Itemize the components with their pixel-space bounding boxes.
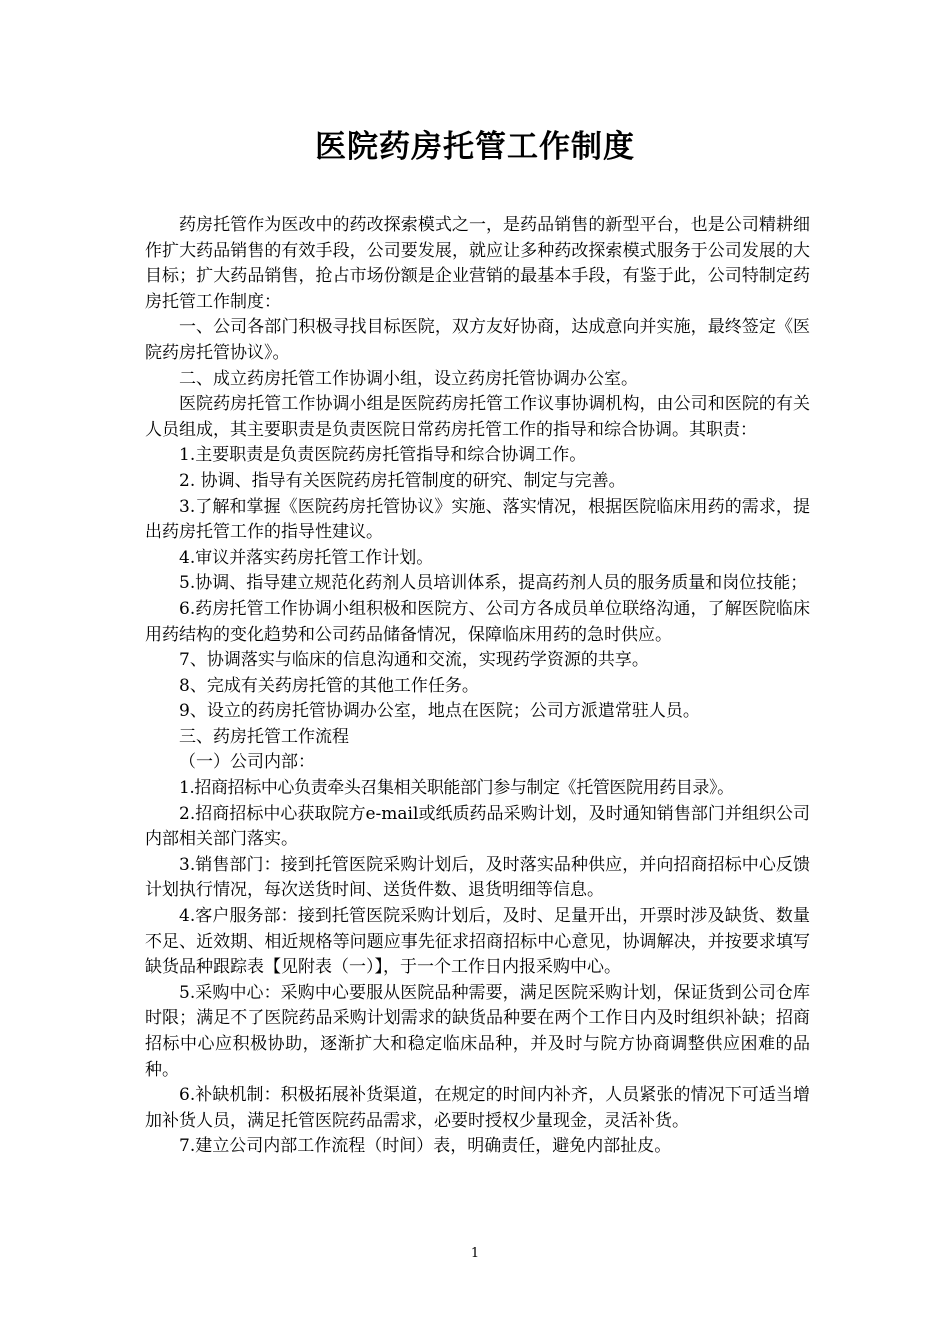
paragraph-duty-2: 2. 协调、指导有关医院药房托管制度的研究、制定与完善。 <box>179 470 626 491</box>
document-body <box>145 213 810 1160</box>
paragraph-duty-9: 9、设立的药房托管协调办公室，地点在医院；公司方派遣常驻人员。 <box>179 701 700 722</box>
paragraph-group-description: 医院药房托管工作协调小组是医院药房托管工作议事协调机构，由公司和医院的有关人员组成，其主要职责是负责医院日常药房托管工作的指导和综合协调。其职责： <box>145 394 810 440</box>
paragraph-duty-6: 6.药房托管工作协调小组积极和医院方、公司方各成员单位联络沟通，了解医院临床用药结构的变化趋势和公司药品储备情况，保障临床用药的急时供应。 <box>145 598 810 645</box>
paragraph-process-7: 7.建立公司内部工作流程（时间）表，明确责任，避免内部扯皮。 <box>179 1136 672 1157</box>
paragraph-section-3: 三、药房托管工作流程 <box>179 726 349 747</box>
paragraph-duty-7: 7、协调落实与临床的信息沟通和交流，实现药学资源的共享。 <box>179 650 649 671</box>
paragraph-process-3: 3.销售部门：接到托管医院采购计划后，及时落实品种供应，并向招商招标中心反馈计划执行情况，每次送货时间、送货件数、退货明细等信息。 <box>145 854 810 901</box>
paragraph-process-5: 5.采购中心：采购中心要服从医院品种需要，满足医院采购计划，保证货到公司仓库时限；满足不了医院药品采购计划需求的缺货品种要在两个工作日内及时组织补缺；招商招标中心应积极协助，逐渐扩大和稳定临床品种，并及时与院方协商调整供应困难的品种。 <box>145 982 810 1080</box>
paragraph-subsection-1: （一）公司内部： <box>179 752 315 773</box>
paragraph-intro: 药房托管作为医改中的药改探索模式之一，是药品销售的新型平台，也是公司精耕细作扩大药品销售的有效手段，公司要发展，就应让多种药改探索模式服务于公司发展的大目标；扩大药品销售，抢占市场份额是企业营销的最基本手段，有鉴于此，公司特制定药房托管工作制度： <box>145 215 810 312</box>
paragraph-duty-4: 4.审议并落实药房托管工作计划。 <box>179 547 434 568</box>
paragraph-duty-3: 3.了解和掌握《医院药房托管协议》实施、落实情况，根据医院临床用药的需求，提出药房托管工作的指导性建议。 <box>145 496 810 543</box>
paragraph-section-2: 二、成立药房托管工作协调小组，设立药房托管协调办公室。 <box>179 368 638 389</box>
paragraph-duty-1: 1.主要职责是负责医院药房托管指导和综合协调工作。 <box>179 445 587 466</box>
document-title: 医院药房托管工作制度 <box>315 129 635 165</box>
paragraph-process-6: 6.补缺机制：积极拓展补货渠道，在规定的时间内补齐，人员紧张的情况下可适当增加补货人员，满足托管医院药品需求，必要时授权少量现金，灵活补货。 <box>145 1085 810 1131</box>
paragraph-duty-8: 8、完成有关药房托管的其他工作任务。 <box>179 675 479 696</box>
paragraph-process-4: 4.客户服务部：接到托管医院采购计划后，及时、足量开出，开票时涉及缺货、数量不足、近效期、相近规格等问题应事先征求招商招标中心意见，协调解决，并按要求填写缺货品种跟踪表【见附表（一）】，于一个工作日内报采购中心。 <box>145 906 810 978</box>
page-number: 1 <box>470 1246 480 1261</box>
paragraph-duty-5: 5.协调、指导建立规范化药剂人员培训体系，提高药剂人员的服务质量和岗位技能； <box>179 573 808 594</box>
paragraph-process-1: 1.招商招标中心负责牵头召集相关职能部门参与制定《托管医院用药目录》。 <box>179 778 734 799</box>
paragraph-process-2: 2.招商招标中心获取院方e-mail或纸质药品采购计划，及时通知销售部门并组织公司内部相关部门落实。 <box>145 803 810 850</box>
paragraph-section-1: 一、公司各部门积极寻找目标医院，双方友好协商，达成意向并实施，最终签定《医院药房托管协议》。 <box>145 317 810 363</box>
